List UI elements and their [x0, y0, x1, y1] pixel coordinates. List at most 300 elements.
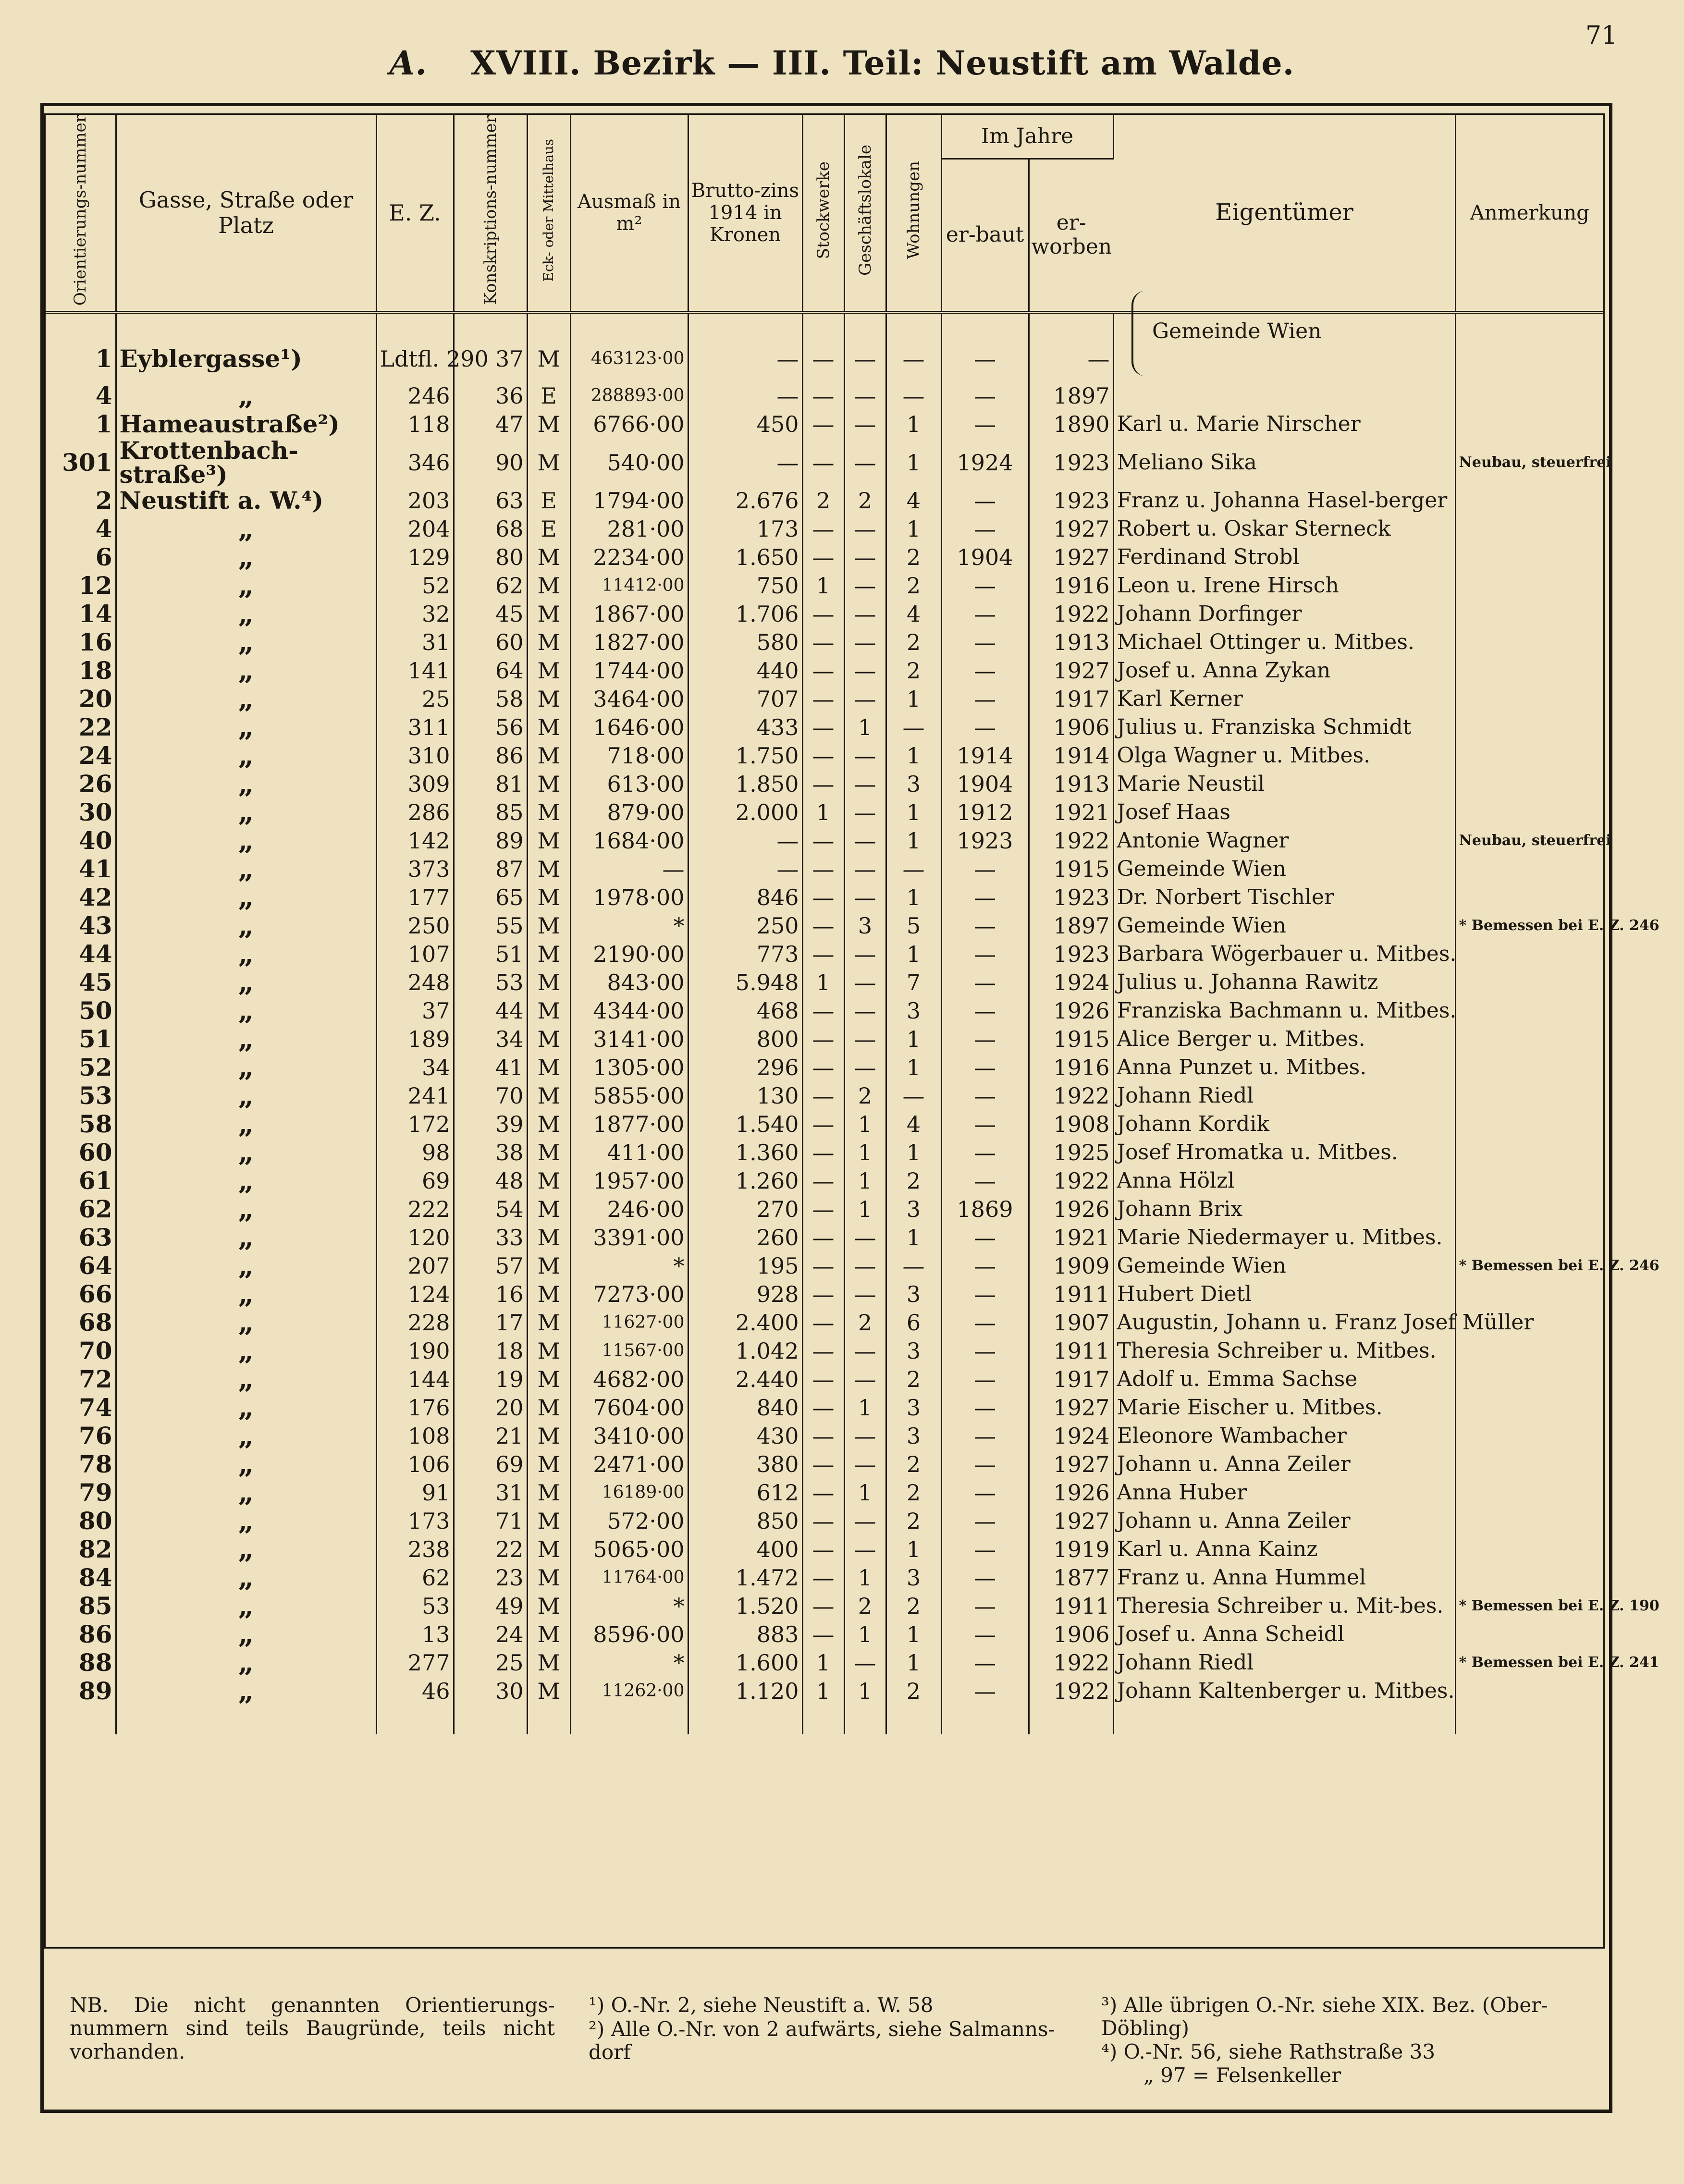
row-owner: Johann Brix [1113, 1195, 1455, 1224]
row-stock: — [802, 1479, 844, 1507]
row-owner: Barbara Wögerbauer u. Mitbes. [1113, 940, 1455, 969]
row-erworben: 1916 [1029, 1054, 1113, 1082]
row-ez: 25 [376, 685, 454, 713]
row-erworben: 1911 [1029, 1592, 1113, 1620]
row-ausmass: 1744·00 [570, 657, 688, 685]
row-owner: Franz u. Johanna Hasel-berger [1113, 487, 1455, 515]
row-note [1455, 1110, 1603, 1139]
row-brutto: 380 [688, 1450, 802, 1479]
row-ausmass: 879·00 [570, 798, 688, 827]
row-wohn: — [886, 336, 941, 382]
table-row [46, 543, 1603, 572]
col-ez: E. Z. [376, 115, 454, 312]
row-brutto: 450 [688, 410, 802, 439]
row-note [1455, 1394, 1603, 1422]
row-wohn: 2 [886, 1677, 941, 1705]
row-ez: 106 [376, 1450, 454, 1479]
row-note [1455, 1535, 1603, 1564]
row-ez: 190 [376, 1337, 454, 1365]
row-eck: M [527, 827, 570, 855]
col-stock: Stockwerke [802, 115, 844, 312]
table-row [46, 1139, 1603, 1167]
row-ez: 124 [376, 1280, 454, 1309]
row-erbaut: — [941, 940, 1029, 969]
empty-cell [688, 1705, 802, 1734]
row-ez: 277 [376, 1649, 454, 1677]
row-erworben: 1916 [1029, 572, 1113, 600]
row-wohn: 1 [886, 1224, 941, 1252]
row-ez: 238 [376, 1535, 454, 1564]
row-note [1455, 1195, 1603, 1224]
row-note [1455, 382, 1603, 410]
row-note: * Bemessen bei E. Z. 246 [1459, 917, 1659, 934]
row-wohn: 2 [886, 1167, 941, 1195]
row-konskr: 57 [454, 1252, 527, 1280]
row-geschaeft: — [844, 1054, 886, 1082]
row-owner: Johann Kordik [1113, 1110, 1455, 1139]
row-erbaut: — [941, 1082, 1029, 1110]
row-erworben: 1906 [1029, 713, 1113, 742]
row-wohn: 1 [886, 515, 941, 543]
row-ausmass: * [570, 1252, 688, 1280]
row-stock: 1 [802, 572, 844, 600]
row-erbaut: — [941, 1365, 1029, 1394]
row-konskr: 36 [454, 382, 527, 410]
row-street: „ [116, 1025, 376, 1054]
row-note [1455, 1139, 1603, 1167]
table-row [46, 855, 1603, 883]
row-ausmass: 4344·00 [570, 997, 688, 1025]
row-erworben: 1922 [1029, 600, 1113, 628]
col-ausmass: Ausmaß in m² [570, 115, 688, 312]
row-wohn: 1 [886, 1649, 941, 1677]
row-street: „ [116, 1422, 376, 1450]
row-brutto: 2.440 [688, 1365, 802, 1394]
row-owner: Theresia Schreiber u. Mit-bes. [1113, 1592, 1455, 1620]
row-owner: Karl u. Marie Nirscher [1113, 410, 1455, 439]
row-geschaeft: 1 [844, 1479, 886, 1507]
footnote-1: ¹) O.-Nr. 2, siehe Neustift a. W. 58 [589, 1993, 934, 2017]
row-note [1455, 572, 1603, 600]
row-eck: M [527, 1280, 570, 1309]
col-im-jahre: Im Jahre [941, 115, 1113, 159]
row-erworben: 1914 [1029, 742, 1113, 770]
brace [1131, 291, 1146, 376]
row-onr: 85 [46, 1592, 116, 1620]
table-row [46, 657, 1603, 685]
row-eck: M [527, 1394, 570, 1422]
row-owner: Gemeinde Wien [1113, 1252, 1455, 1280]
table-row [46, 827, 1603, 855]
row-konskr: 71 [454, 1507, 527, 1535]
row-street: „ [116, 1507, 376, 1535]
row-erworben: 1911 [1029, 1337, 1113, 1365]
row-street: „ [116, 1252, 376, 1280]
row-erbaut: — [941, 1309, 1029, 1337]
row-stock: — [802, 742, 844, 770]
row-ausmass: * [570, 912, 688, 940]
row-onr: 66 [46, 1280, 116, 1309]
row-konskr: 19 [454, 1365, 527, 1394]
register-body [46, 312, 1659, 1734]
row-erworben: 1913 [1029, 628, 1113, 657]
col-brutto: Brutto-zins 1914 in Kronen [688, 115, 802, 312]
empty-cell [1113, 1705, 1455, 1734]
row-street: „ [116, 1479, 376, 1507]
row-onr: 16 [46, 628, 116, 657]
row-erbaut: 1904 [941, 770, 1029, 798]
row-ausmass: 2471·00 [570, 1450, 688, 1479]
row-eck: M [527, 572, 570, 600]
spacer-row [46, 1705, 1603, 1734]
row-onr: 42 [46, 883, 116, 912]
row-konskr: 38 [454, 1139, 527, 1167]
row-konskr: 20 [454, 1394, 527, 1422]
row-street: „ [116, 1649, 376, 1677]
row-erbaut: 1924 [941, 439, 1029, 487]
row-street: „ [116, 912, 376, 940]
table-row [46, 382, 1603, 410]
row-erbaut: — [941, 628, 1029, 657]
row-note [1455, 1479, 1603, 1507]
row-konskr: 51 [454, 940, 527, 969]
row-geschaeft: 1 [844, 1195, 886, 1224]
row-note [1455, 1280, 1603, 1309]
row-wohn: 2 [886, 1507, 941, 1535]
row-geschaeft: — [844, 336, 886, 382]
row-street: „ [116, 543, 376, 572]
row-wohn: 2 [886, 657, 941, 685]
row-street: „ [116, 883, 376, 912]
row-onr: 6 [46, 543, 116, 572]
col-erbaut: er-baut [941, 159, 1029, 312]
row-konskr: 30 [454, 1677, 527, 1705]
row-erworben: 1923 [1029, 487, 1113, 515]
row-owner: Gemeinde Wien [1113, 855, 1455, 883]
row-stock: — [802, 515, 844, 543]
row-eck: M [527, 1252, 570, 1280]
row-owner: Johann Kaltenberger u. Mitbes. [1113, 1677, 1455, 1705]
row-brutto: 1.600 [688, 1649, 802, 1677]
row-stock: — [802, 1054, 844, 1082]
row-note [1455, 713, 1603, 742]
table-row [46, 572, 1603, 600]
row-street: „ [116, 1535, 376, 1564]
table-row [46, 1025, 1603, 1054]
row-stock: — [802, 940, 844, 969]
row-ez: 176 [376, 1394, 454, 1422]
row-konskr: 45 [454, 600, 527, 628]
row-brutto: 1.042 [688, 1337, 802, 1365]
row-ausmass: 463123·00 [570, 336, 688, 382]
footnote-3: ³) Alle übrigen O.-Nr. siehe XIX. Bez. (Ober-Döbling) [1101, 1993, 1548, 2040]
row-brutto: 296 [688, 1054, 802, 1082]
row-ausmass: 6766·00 [570, 410, 688, 439]
table-row [46, 1649, 1603, 1677]
row-eck: M [527, 628, 570, 657]
row-geschaeft: — [844, 439, 886, 487]
row-wohn: 2 [886, 543, 941, 572]
row-ausmass: 2190·00 [570, 940, 688, 969]
row-ausmass: 11627·00 [570, 1309, 688, 1337]
row-ez: 31 [376, 628, 454, 657]
row-konskr: 33 [454, 1224, 527, 1252]
row-konskr: 87 [454, 855, 527, 883]
row-stock: — [802, 1195, 844, 1224]
row-erbaut: — [941, 410, 1029, 439]
row-erworben: 1922 [1029, 1649, 1113, 1677]
empty-cell [1029, 1705, 1113, 1734]
row-ausmass: 1867·00 [570, 600, 688, 628]
row-wohn: 4 [886, 1110, 941, 1139]
col-geschaeft: Geschäftslokale [844, 115, 886, 312]
row-street: „ [116, 713, 376, 742]
row-erworben: 1925 [1029, 1139, 1113, 1167]
row-note [1455, 657, 1603, 685]
row-owner: Alice Berger u. Mitbes. [1113, 1025, 1455, 1054]
table-row [46, 1167, 1603, 1195]
table-row [46, 1564, 1603, 1592]
row-onr: 2 [46, 487, 116, 515]
row-note [1455, 410, 1603, 439]
row-stock: — [802, 543, 844, 572]
row-onr: 1 [46, 410, 116, 439]
row-stock: — [802, 410, 844, 439]
row-street: „ [116, 515, 376, 543]
row-geschaeft: — [844, 1422, 886, 1450]
row-note [1455, 1025, 1603, 1054]
row-owner: Anna Huber [1113, 1479, 1455, 1507]
row-geschaeft: 1 [844, 1167, 886, 1195]
title-text: XVIII. Bezirk — III. Teil: Neustift am Walde. [470, 44, 1295, 83]
row-eck: M [527, 742, 570, 770]
row-street: „ [116, 1450, 376, 1479]
row-note: * Bemessen bei E. Z. 241 [1459, 1654, 1659, 1671]
row-erbaut: — [941, 1564, 1029, 1592]
row-ez: 32 [376, 600, 454, 628]
table-row [46, 439, 1603, 487]
empty-cell [376, 1705, 454, 1734]
table-row [46, 1677, 1603, 1705]
table-row [46, 1422, 1603, 1450]
row-ausmass: 3464·00 [570, 685, 688, 713]
row-erworben: 1906 [1029, 1620, 1113, 1649]
row-note [1455, 628, 1603, 657]
row-eck: E [527, 382, 570, 410]
row-eck: M [527, 1450, 570, 1479]
row-stock: — [802, 827, 844, 855]
row-onr: 14 [46, 600, 116, 628]
row-erbaut: — [941, 1252, 1029, 1280]
row-erworben: 1927 [1029, 1450, 1113, 1479]
row-brutto: 440 [688, 657, 802, 685]
row-erbaut: — [941, 1394, 1029, 1422]
row-onr: 70 [46, 1337, 116, 1365]
table-row [46, 685, 1603, 713]
row-wohn: 4 [886, 487, 941, 515]
row-erbaut: — [941, 713, 1029, 742]
row-geschaeft: — [844, 1649, 886, 1677]
row-street: „ [116, 997, 376, 1025]
row-ez: 246 [376, 382, 454, 410]
row-konskr: 64 [454, 657, 527, 685]
table-row [46, 997, 1603, 1025]
row-stock: — [802, 1422, 844, 1450]
row-erworben: 1923 [1029, 439, 1113, 487]
row-geschaeft: 3 [844, 912, 886, 940]
row-street: „ [116, 1365, 376, 1394]
footnote-nb: NB. Die nicht genannten Orientierungs-nummern sind teils Baugründe, teils nicht vorhanden. [70, 1993, 555, 2063]
row-geschaeft: — [844, 969, 886, 997]
row-onr: 72 [46, 1365, 116, 1394]
row-eck: M [527, 410, 570, 439]
table-row [46, 1479, 1603, 1507]
row-street: „ [116, 1110, 376, 1139]
row-eck: M [527, 1564, 570, 1592]
row-erbaut: — [941, 969, 1029, 997]
row-erbaut: 1923 [941, 827, 1029, 855]
row-stock: — [802, 439, 844, 487]
row-erbaut: — [941, 1592, 1029, 1620]
row-geschaeft: — [844, 600, 886, 628]
row-eck: M [527, 685, 570, 713]
row-geschaeft: — [844, 685, 886, 713]
row-stock: — [802, 336, 844, 382]
row-erworben: 1921 [1029, 798, 1113, 827]
row-konskr: 89 [454, 827, 527, 855]
row-street: „ [116, 1195, 376, 1224]
row-stock: — [802, 713, 844, 742]
table-row [46, 798, 1603, 827]
row-eck: M [527, 1224, 570, 1252]
row-brutto: 270 [688, 1195, 802, 1224]
row-eck: M [527, 883, 570, 912]
row-konskr: 65 [454, 883, 527, 912]
row-street: „ [116, 572, 376, 600]
row-ez: 203 [376, 487, 454, 515]
row-erworben: 1926 [1029, 1195, 1113, 1224]
row-erbaut: 1914 [941, 742, 1029, 770]
row-onr: 61 [46, 1167, 116, 1195]
row-ausmass: 1957·00 [570, 1167, 688, 1195]
row-erbaut: — [941, 1139, 1029, 1167]
row-erworben: 1911 [1029, 1280, 1113, 1309]
row-street: „ [116, 827, 376, 855]
row-ez: 141 [376, 657, 454, 685]
page-title [0, 44, 1684, 83]
row-wohn: 1 [886, 1054, 941, 1082]
row-stock: — [802, 600, 844, 628]
row-onr: 64 [46, 1252, 116, 1280]
row-konskr: 25 [454, 1649, 527, 1677]
row-note [1455, 1224, 1603, 1252]
row-geschaeft: 1 [844, 1677, 886, 1705]
row-erworben: 1927 [1029, 657, 1113, 685]
row-ez: 120 [376, 1224, 454, 1252]
row-ez: 69 [376, 1167, 454, 1195]
row-konskr: 47 [454, 410, 527, 439]
row-stock: — [802, 1252, 844, 1280]
row-geschaeft: — [844, 883, 886, 912]
row-ausmass: 1978·00 [570, 883, 688, 912]
row-erbaut: — [941, 1422, 1029, 1450]
row-street: „ [116, 798, 376, 827]
row-note [1455, 1082, 1603, 1110]
row-wohn: 3 [886, 1422, 941, 1450]
row-owner: Gemeinde Wien [1113, 912, 1455, 940]
row-onr: 63 [46, 1224, 116, 1252]
row-street: „ [116, 1620, 376, 1649]
row-note [1455, 543, 1603, 572]
row-stock: — [802, 1564, 844, 1592]
row-erworben: 1922 [1029, 827, 1113, 855]
row-erworben: 1922 [1029, 1167, 1113, 1195]
row-note [1455, 1677, 1603, 1705]
row-geschaeft: 1 [844, 1564, 886, 1592]
table-row [46, 940, 1603, 969]
row-wohn: — [886, 1252, 941, 1280]
row-onr: 18 [46, 657, 116, 685]
row-brutto: 2.676 [688, 487, 802, 515]
row-geschaeft: 1 [844, 1139, 886, 1167]
row-eck: M [527, 1479, 570, 1507]
row-brutto: 1.540 [688, 1110, 802, 1139]
row-ez: 311 [376, 713, 454, 742]
row-ez: 34 [376, 1054, 454, 1082]
row-eck: M [527, 1082, 570, 1110]
row-onr: 301 [46, 439, 116, 487]
row-geschaeft: — [844, 1224, 886, 1252]
row-ausmass: 7273·00 [570, 1280, 688, 1309]
row-geschaeft: — [844, 657, 886, 685]
row-eck: M [527, 1365, 570, 1394]
row-brutto: 1.120 [688, 1677, 802, 1705]
row-owner: Johann Riedl [1113, 1649, 1455, 1677]
row-ausmass: 246·00 [570, 1195, 688, 1224]
row-street: „ [116, 940, 376, 969]
row-owner: Julius u. Franziska Schmidt [1113, 713, 1455, 742]
row-street: „ [116, 855, 376, 883]
row-street: „ [116, 1167, 376, 1195]
row-brutto: 195 [688, 1252, 802, 1280]
row-erworben: 1922 [1029, 1082, 1113, 1110]
row-ez: 46 [376, 1677, 454, 1705]
row-brutto: — [688, 439, 802, 487]
row-ez: 108 [376, 1422, 454, 1450]
row-geschaeft: — [844, 770, 886, 798]
row-geschaeft: — [844, 543, 886, 572]
row-street: „ [116, 742, 376, 770]
row-eck: M [527, 997, 570, 1025]
row-brutto: 130 [688, 1082, 802, 1110]
row-erworben: 1921 [1029, 1224, 1113, 1252]
row-erworben: 1926 [1029, 1479, 1113, 1507]
row-eck: E [527, 487, 570, 515]
row-onr: 22 [46, 713, 116, 742]
row-brutto: 846 [688, 883, 802, 912]
row-geschaeft: — [844, 1535, 886, 1564]
row-stock: 2 [802, 487, 844, 515]
row-eck: M [527, 1620, 570, 1649]
row-konskr: 22 [454, 1535, 527, 1564]
row-owner: Ferdinand Strobl [1113, 543, 1455, 572]
row-erbaut: — [941, 1025, 1029, 1054]
row-street: „ [116, 382, 376, 410]
table-row [46, 1280, 1603, 1309]
page-number: 71 [1586, 21, 1618, 50]
row-eck: M [527, 798, 570, 827]
row-note [1455, 1167, 1603, 1195]
